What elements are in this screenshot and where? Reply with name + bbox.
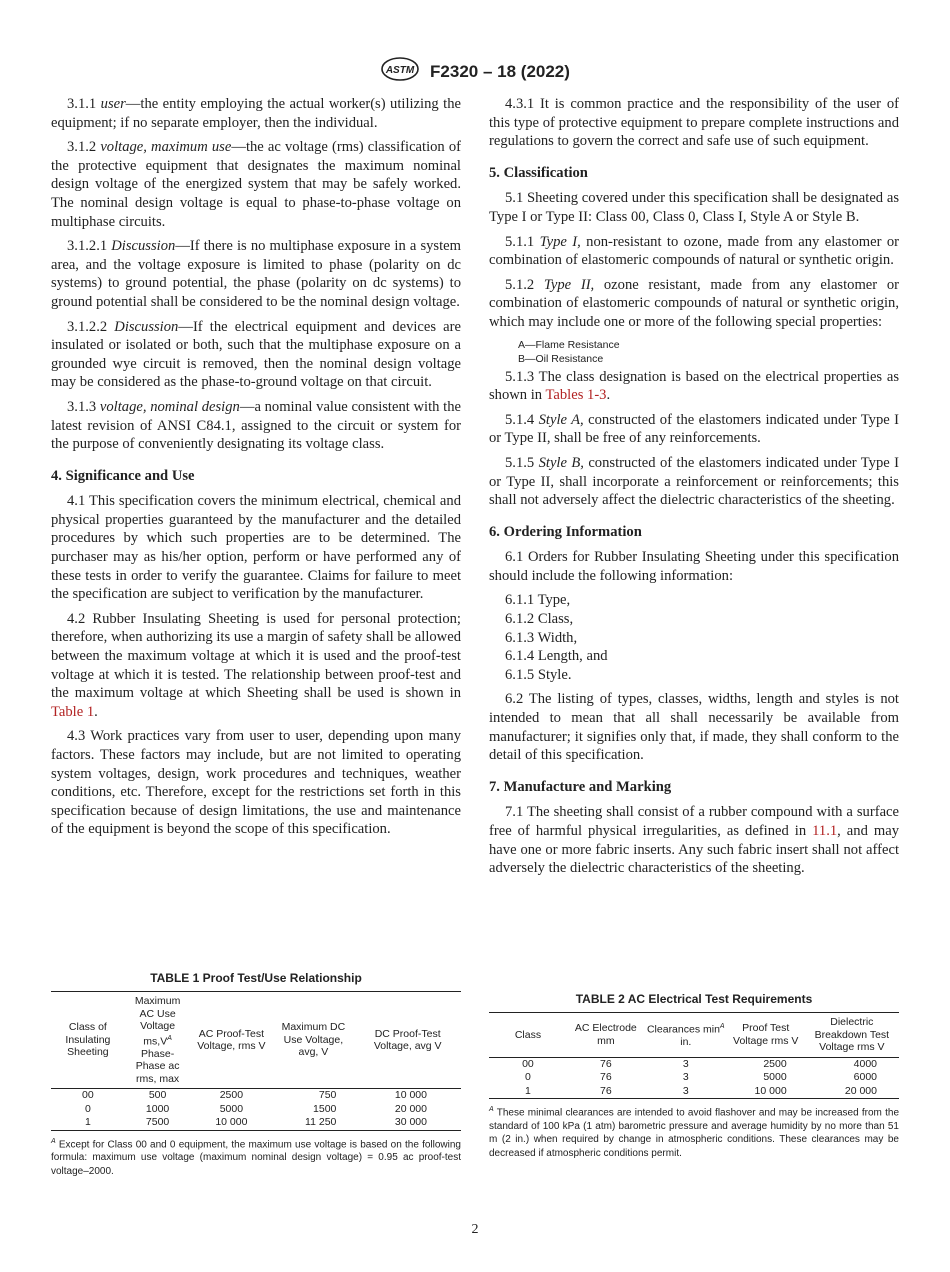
section-heading-4: 4. Significance and Use — [51, 467, 195, 484]
paragraph-5-1-4: 5.1.4 Style A, constructed of the elastomers indicated under Type I or Type II, shall be free of any reinforcements. — [489, 411, 899, 447]
tables-1-3-link[interactable]: Tables 1-3 — [545, 387, 607, 404]
astm-logo-icon — [380, 56, 420, 87]
paragraph-5-1-1: 5.1.1 Type I, non-resistant to ozone, made from any elastomer or combination of elastomeric compounds of natural or synthetic origin. — [489, 233, 899, 269]
table-header-row — [489, 1013, 899, 1058]
paragraph-4-2: 4.2 Rubber Insulating Sheeting is used for personal protection; therefore, when authorizing its use a margin of safety shall be allowed between the maximum voltage at which it is used and the proof-test voltage at which it is tested. The relationship between proof-test and the maximum voltage at which Sheeting shall be used is shown in Table 1. — [51, 610, 461, 720]
column-header: Maximum AC Use Voltage $ms,V^A$ Phase-Phase ac rms, max — [134, 995, 181, 1085]
table-1 — [51, 971, 461, 1178]
table-1-footnote: $^A$ Except for Class 00 and 0 equipment, the maximum use voltage is based on the following formula: maximum use voltage (maximum nominal design voltage) = 0.95 ac proof-test voltage–2000. — [51, 1137, 461, 1177]
list-item: 6.1.2 Class, — [505, 611, 574, 628]
left-column — [51, 95, 461, 845]
table-2-title: TABLE 2 AC Electrical Test Requirements — [575, 992, 813, 1006]
table-1-link[interactable]: Table 1 — [51, 703, 95, 720]
column-header: AC Proof-Test Voltage, rms V — [197, 1027, 266, 1052]
column-header: Clearances $\min^A$ in. — [646, 1023, 725, 1048]
table-1-grid — [51, 991, 461, 1131]
table-row: 0 1000 5000 1500 20 000 — [84, 1102, 427, 1115]
svg-text:ASTM: ASTM — [385, 65, 415, 76]
document-designation: F2320 – 18 (2022) — [430, 61, 570, 81]
paragraph-4-3: 4.3 Work practices vary from user to user, depending upon many factors. These factors may include, but are not limited to operating system voltages, design, work procedures and techniques, weather conditions, etc. Therefore, except for the restrictions set forth in this specification because of design limitations, the use and maintenance of the equipment is beyond the scope of this specification. — [51, 728, 461, 838]
paragraph-5-1: 5.1 Sheeting covered under this specification shall be designated as Type I or Type II: Class 00, Class 0, Class I, Style A or Style B. — [489, 190, 899, 225]
table-row: 00 76 3 2500 4000 — [522, 1057, 877, 1070]
section-heading-6: 6. Ordering Information — [489, 523, 642, 540]
right-column — [489, 95, 899, 884]
list-item: 6.1.5 Style. — [505, 666, 572, 683]
ordering-list — [489, 591, 899, 684]
paragraph-3-1-2: 3.1.2 voltage, maximum use—the ac voltage (rms) classification of the protective equipment that designates the maximum nominal design voltage of the energized system that may be safely worked. The nominal design voltage is equal to phase-to-phase voltage on multiphase circuits. — [51, 139, 461, 230]
table-2-footnote: $^A$ These minimal clearances are intended to avoid flashover and may be increased from the standard of 100 kPa (1 atm) barometric pressure and average humidity by no more than 51 m (2 in.) when required by change in atmospheric conditions. These clearances may be decreased if atmospheric conditions permit. — [489, 1106, 899, 1159]
list-item: A—Flame Resistance — [518, 338, 620, 351]
list-item: 6.1.3 Width, — [505, 629, 578, 646]
paragraph-6-1: 6.1 Orders for Rubber Insulating Sheeting under this specification should include the following information: — [489, 549, 899, 584]
table-row: 00 500 2500 750 10 000 — [82, 1089, 427, 1101]
column-header: Proof Test Voltage rms V — [733, 1022, 799, 1047]
paragraph-4-3-1: 4.3.1 It is common practice and the responsibility of the user of this type of protective equipment to prepare complete instructions and regulations to govern the correct and safe use of such equipment. — [489, 96, 899, 150]
column-header: Class of Insulating Sheeting — [65, 1021, 111, 1059]
table-2 — [489, 992, 899, 1160]
table-header-row — [51, 992, 461, 1089]
list-item: B—Oil Resistance — [518, 352, 604, 365]
section-heading-5: 5. Classification — [489, 164, 588, 181]
paragraph-5-1-5: 5.1.5 Style B, constructed of the elastomers indicated under Type I or Type II, shall incorporate a reinforcement or reinforcements; this shall not adversely affect the dielectric characteristics of the sheeting. — [489, 454, 899, 509]
paragraph-5-1-3: 5.1.3 The class designation is based on the electrical properties as shown in Tables 1-3. — [489, 368, 899, 404]
column-header: DC Proof-Test Voltage, avg V — [373, 1027, 442, 1052]
paragraph-4-1: 4.1 This specification covers the minimum electrical, chemical and physical properties guaranteed by the manufacturer and the detailed procedures by which such properties are to be determined. The purchaser may as his/her option, perform or have performed any of these tests in order to verify the guarantee. Claims for failure to meet the specification are subject to verification by the manufacturer. — [51, 493, 461, 603]
list-item: 6.1.4 Length, and — [505, 648, 608, 665]
paragraph-3-1-1: 3.1.1 user—the entity employing the actual worker(s) utilizing the equipment; if no separate employer, then the individual. — [51, 96, 461, 131]
paragraph-3-1-3: 3.1.3 voltage, nominal design—a nominal value consistent with the latest revision of ANSI C84.1, assigned to the circuit or system for the purpose of conveniently designating its voltage class. — [51, 398, 461, 453]
page-number: 2 — [471, 1222, 479, 1237]
table-row: 0 76 3 5000 6000 — [525, 1071, 877, 1083]
column-header: Dielectric Breakdown Test Voltage rms V — [814, 1016, 890, 1053]
section-heading-7: 7. Manufacture and Marking — [489, 778, 672, 795]
paragraph-5-1-2: 5.1.2 Type II, ozone resistant, made from any elastomer or combination of elastomeric compounds of natural or synthetic origin, which may include one or more of the following special properties: — [489, 276, 899, 330]
paragraph-3-1-2-1: 3.1.2.1 Discussion—If there is no multiphase exposure in a system area, and the voltage exposure is limited to phase (polarity on dc systems) to ground potential, the phase (polarity on dc systems) to ground potential shall be considered to be the nominal design voltage. — [51, 238, 461, 310]
column-header: Maximum DC Use Voltage, avg, V — [281, 1021, 346, 1059]
paragraph-6-2: 6.2 The listing of types, classes, widths, length and styles is not intended to mean that all shall necessarily be available from manufacturer; it signifies only that, if made, they shall conform to the detail of this specification. — [489, 691, 899, 764]
paragraph-3-1-2-2: 3.1.2.2 Discussion—If the electrical equipment and devices are insulated or isolated or both, such that the multiphase exposure on a grounded wye circuit is removed, then the nominal design voltage may be considered as the phase-to-ground voltage on that circuit. — [51, 318, 461, 391]
list-item: 6.1.1 Type, — [505, 592, 571, 609]
table-2-grid — [489, 1012, 899, 1099]
table-1-title: TABLE 1 Proof Test/Use Relationship — [150, 971, 362, 985]
page-header — [0, 56, 950, 87]
table-row: 1 7500 10 000 11 250 30 000 — [51, 1116, 461, 1130]
column-header: Class — [514, 1028, 542, 1041]
section-11-1-link[interactable]: 11.1 — [812, 823, 838, 839]
table-row: 1 76 3 10 000 20 000 — [489, 1085, 899, 1099]
paragraph-7-1: 7.1 The sheeting shall consist of a rubber compound with a surface free of harmful physical irregularities, as defined in 11.1, and may have one or more fabric inserts. Any such fabric insert shall not affect adversely the dielectric characteristics of the sheeting. — [489, 804, 899, 877]
special-properties-list — [518, 338, 899, 366]
column-header: AC Electrode mm — [574, 1022, 637, 1047]
